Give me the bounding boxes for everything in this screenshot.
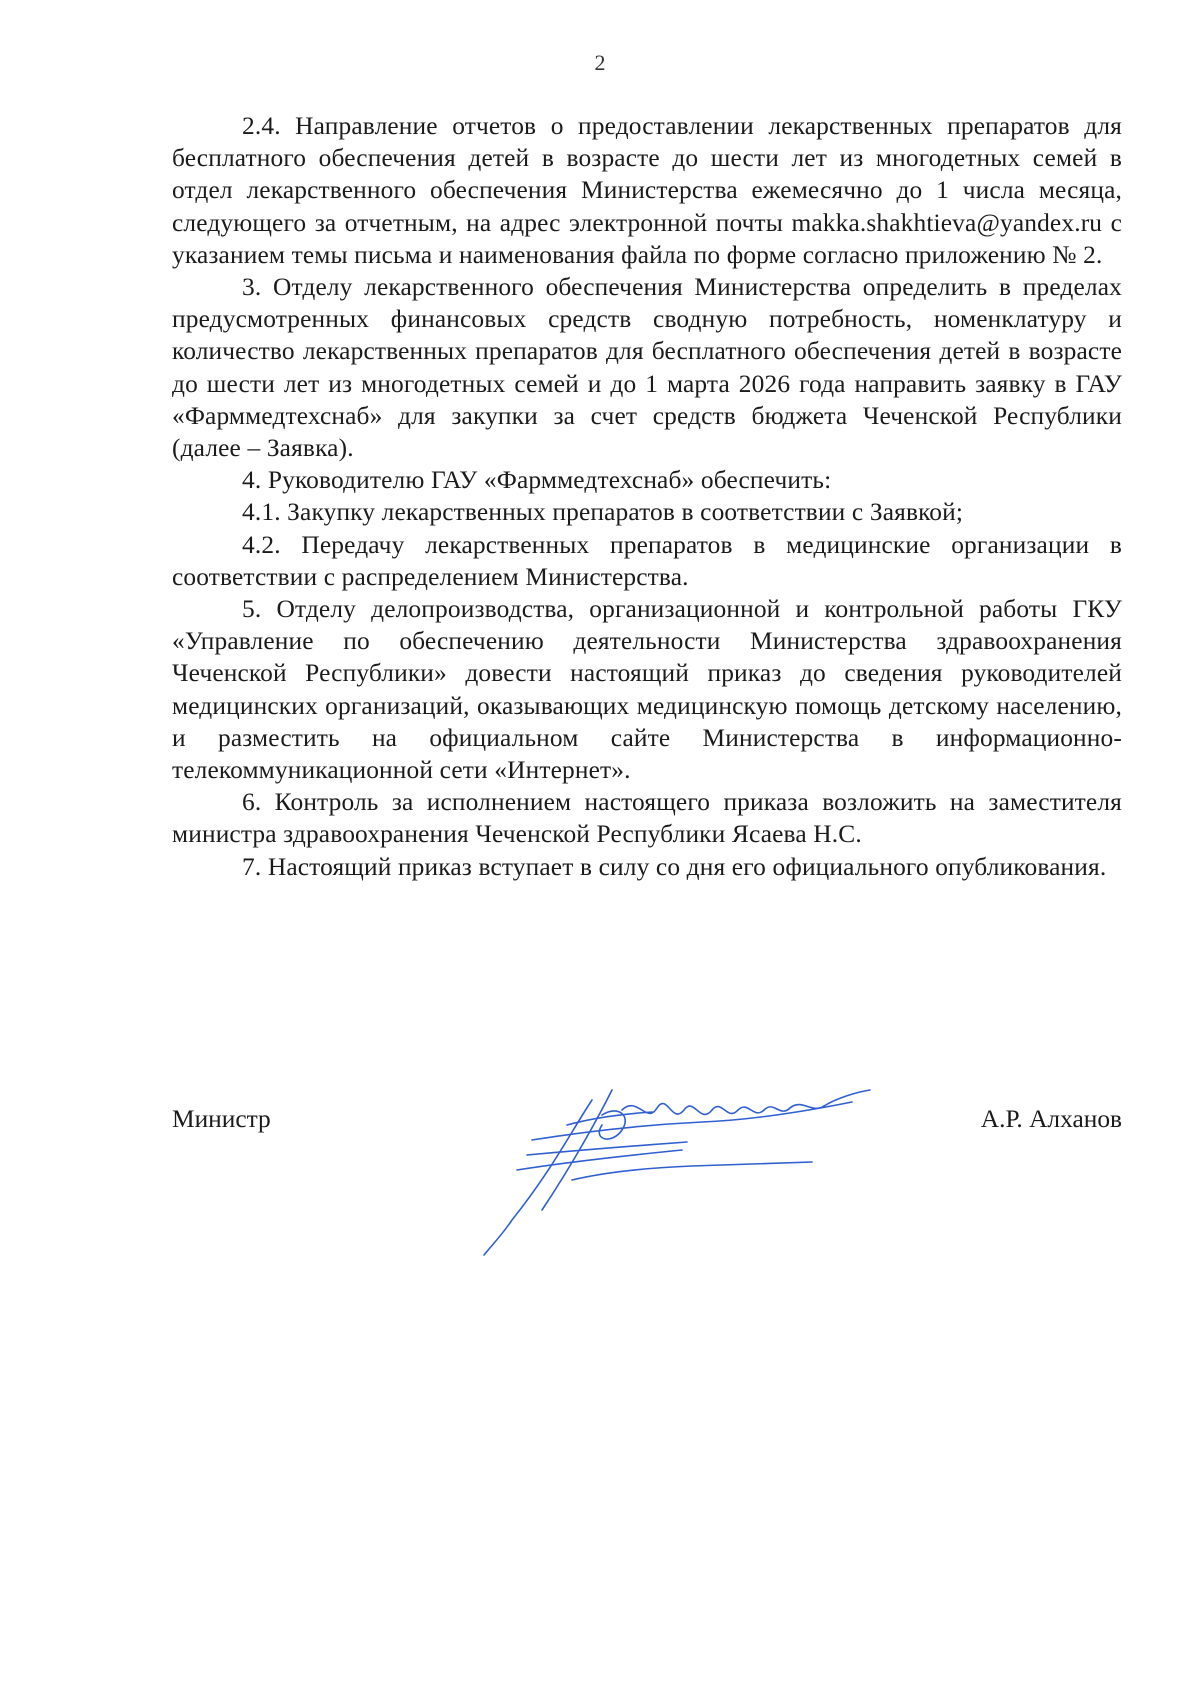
handwritten-signature xyxy=(472,1070,872,1260)
signatory-name: А.Р. Алханов xyxy=(980,1105,1122,1133)
paragraph-3: 3. Отделу лекарственного обеспечения Министерства определить в пределах предусмотренных финансовых средств сводную потребность, номенклатуру и количество лекарственных препаратов для бесплатного обеспечения детей в возрасте до шести лет из многодетных семей и до 1 марта 2026 года направить заявку в ГАУ «Фарммедтехснаб» для закупки за счет средств бюджета Чеченской Республики (далее – Заявка). xyxy=(172,273,1122,463)
page-number: 2 xyxy=(594,50,606,75)
paragraph-5: 5. Отделу делопроизводства, организационной и контрольной работы ГКУ «Управление по обеспечению деятельности Министерства здравоохранения Чеченской Республики» довести настоящий приказ до сведения руководителей медицинских организаций, оказывающих медицинскую помощь детскому населению, и разместить на официальном сайте Министерства в информационно-телекоммуникационной сети «Интернет». xyxy=(172,595,1122,785)
paragraph-2-4: 2.4. Направление отчетов о предоставлении лекарственных препаратов для бесплатного обеспечения детей в возрасте до шести лет из многодетных семей в отдел лекарственного обеспечения Министерства ежемесячно до 1 числа месяца, следующего за отчетным, на адрес электронной почты makka.shakhtieva@yandex.ru с указанием темы письма и наименования файла по форме согласно приложению № 2. xyxy=(172,112,1122,269)
paragraph-4-2: 4.2. Передачу лекарственных препаратов в медицинские организации в соответствии с распределением Министерства. xyxy=(172,530,1122,591)
document-body xyxy=(172,110,1122,883)
paragraph-4-1: 4.1. Закупку лекарственных препаратов в соответствии с Заявкой; xyxy=(242,498,964,527)
paragraph-4: 4. Руководителю ГАУ «Фарммедтехснаб» обеспечить: xyxy=(242,466,832,495)
signature-block xyxy=(172,1105,1122,1285)
paragraph-6: 6. Контроль за исполнением настоящего приказа возложить на заместителя министра здравоохранения Чеченской Республики Ясаева Н.С. xyxy=(172,788,1122,849)
paragraph-7: 7. Настоящий приказ вступает в силу со дня его официального опубликования. xyxy=(242,852,1107,881)
signatory-title: Министр xyxy=(172,1105,271,1133)
